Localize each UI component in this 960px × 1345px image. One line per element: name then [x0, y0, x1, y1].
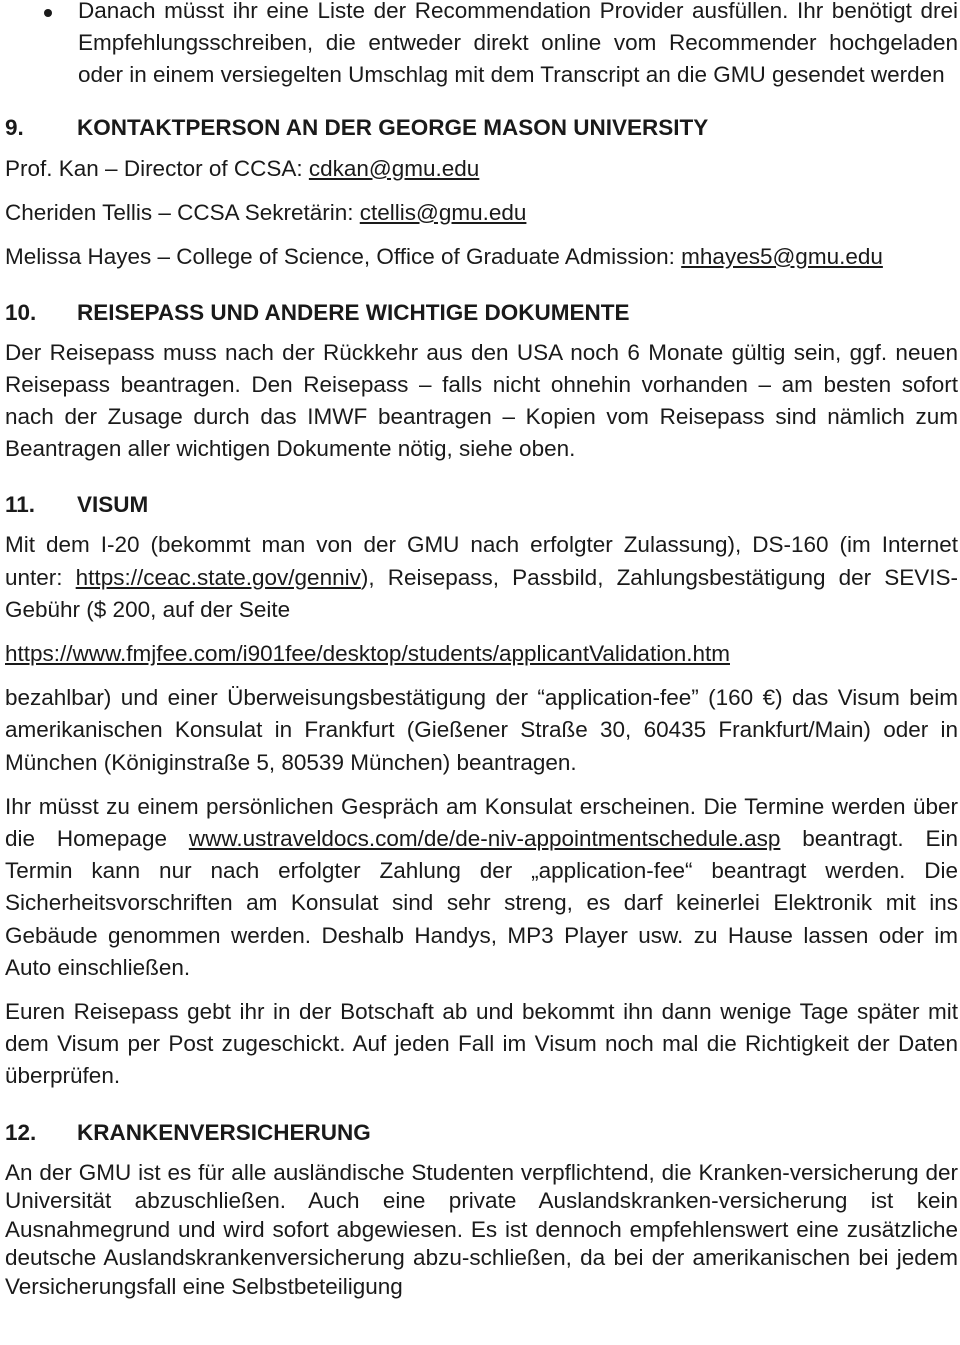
bullet-text: Danach müsst ihr eine Liste der Recommendation Provider ausfüllen. Ihr benötigt drei Empfehlungsschreiben, die entweder direkt online vom Recommender hochgeladen oder in einem versiegelten Umschlag mit dem Transcript an die GMU gesendet werden — [78, 0, 958, 88]
section-9-number: 9. — [5, 114, 24, 140]
section-12-paragraph: An der GMU ist es für alle ausländische Studenten verpflichtend, die Kranken-versicherung der Universität abzuschließen. Auch eine private Auslandskranken-versicherung ist kein Ausnahmegrund und wird sofort abgewiesen. Es ist dennoch empfehlenswert eine zusätzliche deutsche Auslandskrankenversicherung abzu-schließen, da bei der amerikanischen bei jedem Versicherungsfall eine Selbstbeteiligung — [5, 1159, 958, 1299]
section-12-number: 12. — [5, 1119, 37, 1145]
email-link[interactable]: cdkan@gmu.edu — [308, 155, 480, 181]
sevis-fee-link[interactable]: https://www.fmjfee.com/i901fee/desktop/students/applicantValidation.htm — [5, 641, 730, 667]
contact-line — [5, 153, 958, 185]
bullet-dot-icon — [44, 9, 52, 17]
section-11-number: 11. — [5, 492, 36, 518]
visa-paragraph-2: bezahlbar) und einer Überweisungsbestätigung der “application-fee” (160 €) das Visum beim amerikanischen Konsulat in Frankfurt (Gießener Straße 30, 60435 Frankfurt/Main) oder in München (Königinstraße 5, 80539 München) beantragen. — [5, 685, 958, 775]
visa-text: ), Reisepass, Passbild, Zahlungsbestätigung der SEVIS-Gebühr ($ 200, auf der Seite — [5, 564, 959, 622]
section-10-number: 10. — [5, 299, 37, 325]
visa-paragraph-1 — [5, 529, 958, 626]
section-9-title: KONTAKTPERSON AN DER GEORGE MASON UNIVERSITY — [77, 114, 709, 140]
visa-text: beantragt. Ein Termin kann nur nach erfolgter Zahlung der „application-fee“ beantragt werden. Die Sicherheitsvorschriften am Konsulat sind sehr streng, es darf keinerlei Elektronik mit ins Gebäude genommen werden. Deshalb Handys, MP3 Player usw. zu Hause lassen oder im Auto einschließen. — [5, 826, 958, 980]
document-page — [5, 0, 958, 1301]
visa-paragraph-3 — [5, 791, 958, 984]
email-link[interactable]: ctellis@gmu.edu — [359, 199, 527, 225]
contact-line — [5, 197, 958, 229]
section-10-title: REISEPASS UND ANDERE WICHTIGE DOKUMENTE — [77, 299, 630, 325]
appointment-link[interactable]: www.ustraveldocs.com/de/de-niv-appointmentschedule.asp — [188, 826, 781, 852]
contact-label: Cheriden Tellis – CCSA Sekretärin: — [5, 199, 360, 225]
section-11-heading — [5, 489, 958, 521]
visa-text: Ihr müsst zu einem persönlichen Gespräch am Konsulat erscheinen. Die Termine werden über die Homepage — [5, 793, 958, 852]
section-12-heading — [5, 1117, 958, 1149]
visa-text: Mit dem I-20 (bekommt man von der GMU nach erfolgter Zulassung), DS-160 (im Internet unter: — [5, 532, 958, 590]
fee-link-line — [5, 638, 958, 670]
section-12-title: KRANKENVERSICHERUNG — [77, 1119, 371, 1145]
section-9-heading — [5, 112, 958, 144]
visa-paragraph-4: Euren Reisepass gebt ihr in der Botschaft ab und bekommt ihn dann wenige Tage später mit dem Visum per Post zugeschickt. Auf jeden Fall im Visum noch mal die Richtigkeit der Daten überprüfen. — [5, 999, 958, 1089]
email-link[interactable]: mhayes5@gmu.edu — [681, 243, 883, 269]
section-11-title: VISUM — [77, 492, 149, 518]
contact-label: Prof. Kan – Director of CCSA: — [5, 155, 309, 181]
ceac-link[interactable]: https://ceac.state.gov/genniv — [75, 564, 361, 590]
contact-line — [5, 241, 958, 273]
bullet-item — [5, 0, 958, 92]
section-10-heading — [5, 297, 958, 329]
contact-label: Melissa Hayes – College of Science, Office of Graduate Admission: — [5, 243, 682, 269]
section-10-paragraph: Der Reisepass muss nach der Rückkehr aus den USA noch 6 Monate gültig sein, ggf. neuen Reisepass beantragen. Den Reisepass – falls nicht ohnehin vorhanden – am besten sofort nach der Zusage durch das IMWF beantragen – Kopien vom Reisepass sind nämlich zum Beantragen aller wichtigen Dokumente nötig, siehe oben. — [5, 339, 958, 462]
